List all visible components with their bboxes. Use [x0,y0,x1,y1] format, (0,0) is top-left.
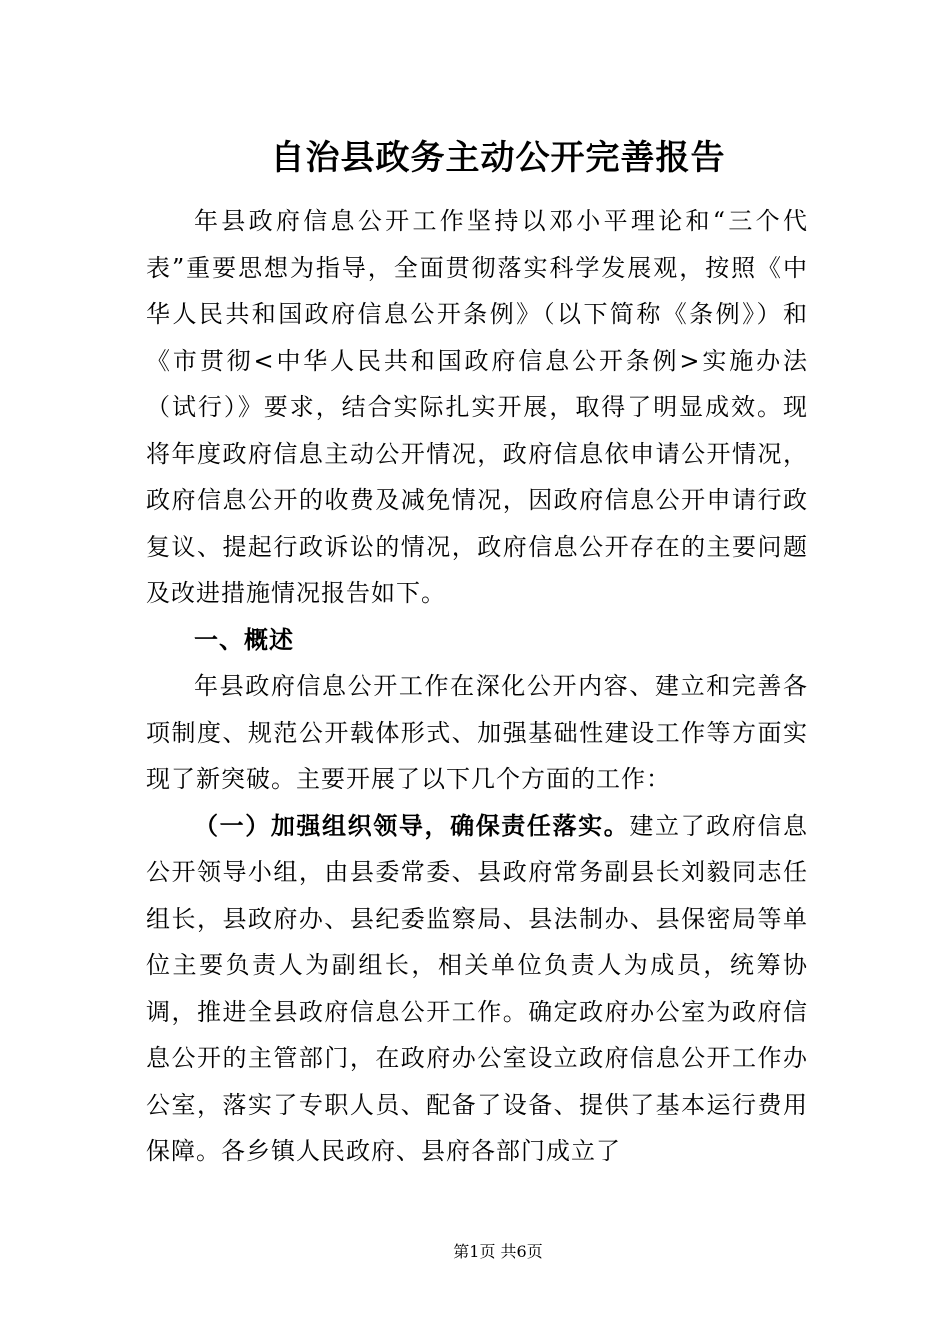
page-footer: 第1页 共6页 [453,1242,543,1261]
overview-paragraph: 年县政府信息公开工作在深化公开内容、建立和完善各项制度、规范公开载体形式、加强基础性建设工作等方面实现了新突破。主要开展了以下几个方面的工作： [146,672,808,793]
document-body [146,198,808,1175]
document-title: 自治县政务主动公开完善报告 [270,138,726,178]
subsection-lead: （一）加强组织领导，确保责任落实。 [194,811,630,840]
section-heading: 一、概述 [194,625,294,654]
subsection-paragraph [146,803,808,1175]
subsection-text: 建立了政府信息公开领导小组，由县委常委、县政府常务副县长刘毅同志任组长，县政府办、县纪委监察局、县法制办、县保密局等单位主要负责人为副组长，相关单位负责人为成员，统筹协调，推进全县政府信息公开工作。确定政府办公室为政府信息公开的主管部门，在政府办公室设立政府信息公开工作办公室，落实了专职人员、配备了设备、提供了基本运行费用保障。各乡镇人民政府、县府各部门成立了 [146,811,809,1165]
intro-paragraph: 年县政府信息公开工作坚持以邓小平理论和“三个代表”重要思想为指导，全面贯彻落实科学发展观，按照《中华人民共和国政府信息公开条例》（以下简称《条例》）和《市贯彻<中华人民共和国政府信息公开条例>实施办法（试行）》要求，结合实际扎实开展，取得了明显成效。现将年度政府信息主动公开情况，政府信息依申请公开情况，政府信息公开的收费及减免情况，因政府信息公开申请行政复议、提起行政诉讼的情况，政府信息公开存在的主要问题及改进措施情况报告如下。 [146,207,808,607]
